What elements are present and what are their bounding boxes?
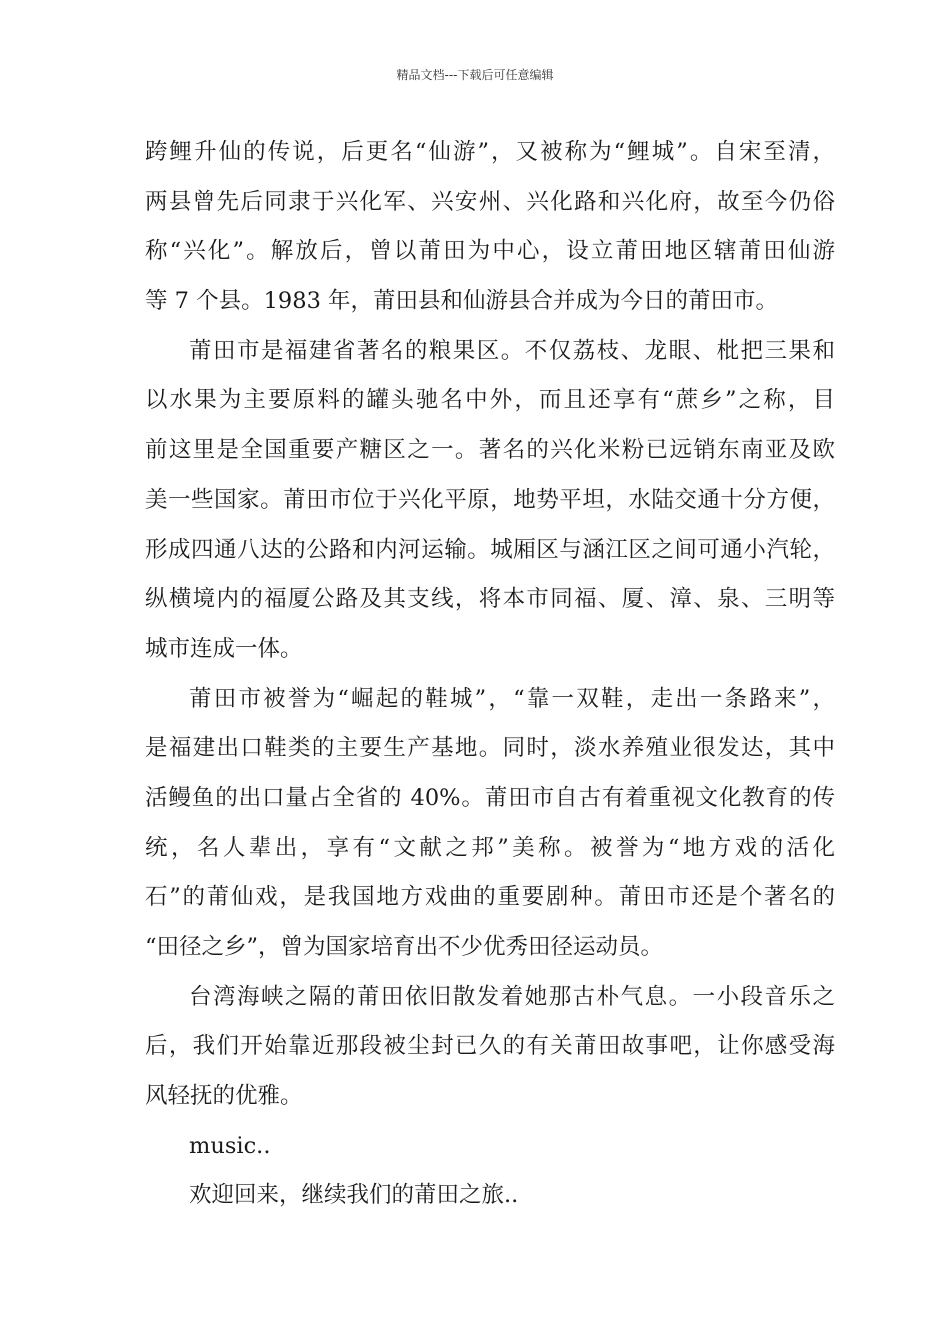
text-line: 以水果为主要原料的罐头驰名中外，而且还享有“蔗乡”之称，目 bbox=[145, 387, 835, 414]
text-line: 跨鲤升仙的传说，后更名“仙游”，又被称为“鲤城”。自宋至清， bbox=[145, 139, 835, 165]
text-line: 欢迎回来，继续我们的莆田之旅.. bbox=[189, 1182, 519, 1209]
text-line: 莆田市是福建省著名的粮果区。不仅荔枝、龙眼、枇把三果和 bbox=[189, 337, 835, 364]
text-line: 城市连成一体。 bbox=[145, 635, 303, 662]
text-line: 石”的莆仙戏，是我国地方戏曲的重要剧种。莆田市还是个著名的 bbox=[145, 884, 835, 911]
text-line: 后，我们开始靠近那段被尘封已久的有关莆田故事吧，让你感受海 bbox=[145, 1033, 835, 1060]
text-line: 是福建出口鞋类的主要生产基地。同时，淡水养殖业很发达，其中 bbox=[145, 735, 835, 762]
text-line: 纵横境内的福厦公路及其支线，将本市同福、厦、漳、泉、三明等 bbox=[145, 586, 835, 613]
document-body bbox=[145, 128, 835, 1221]
text-line: 台湾海峡之隔的莆田依旧散发着她那古朴气息。一小段音乐之 bbox=[189, 983, 835, 1010]
text-line: 风轻抚的优雅。 bbox=[145, 1083, 303, 1110]
text-line: 统，名人辈出，享有“文献之邦”美称。被誉为“地方戏的活化 bbox=[145, 834, 835, 861]
text-line: “田径之乡”，曾为国家培育出不少优秀田径运动员。 bbox=[145, 934, 664, 960]
text-line: 美一些国家。莆田市位于兴化平原，地势平坦，水陆交通十分方便， bbox=[145, 486, 835, 513]
text-line: 活鳗鱼的出口量占全省的 40%。莆田市自古有着重视文化教育的传 bbox=[145, 784, 835, 811]
text-line: 莆田市被誉为“崛起的鞋城”，“靠一双鞋，走出一条路来”， bbox=[189, 685, 835, 712]
text-line: 前这里是全国重要产糖区之一。著名的兴化米粉已远销东南亚及欧 bbox=[145, 437, 835, 464]
text-line: 形成四通八达的公路和内河运输。城厢区与涵江区之间可通小汽轮， bbox=[145, 536, 835, 563]
text-line: 称“兴化”。解放后，曾以莆田为中心，设立莆田地区辖莆田仙游 bbox=[145, 238, 835, 265]
text-line: 两县曾先后同隶于兴化军、兴安州、兴化路和兴化府，故至今仍俗 bbox=[145, 188, 835, 215]
page-header: 精品文档---下载后可任意编辑 bbox=[396, 68, 554, 82]
text-line: 等 7 个县。1983 年，莆田县和仙游县合并成为今日的莆田市。 bbox=[145, 288, 779, 315]
text-line: music.. bbox=[189, 1132, 271, 1159]
